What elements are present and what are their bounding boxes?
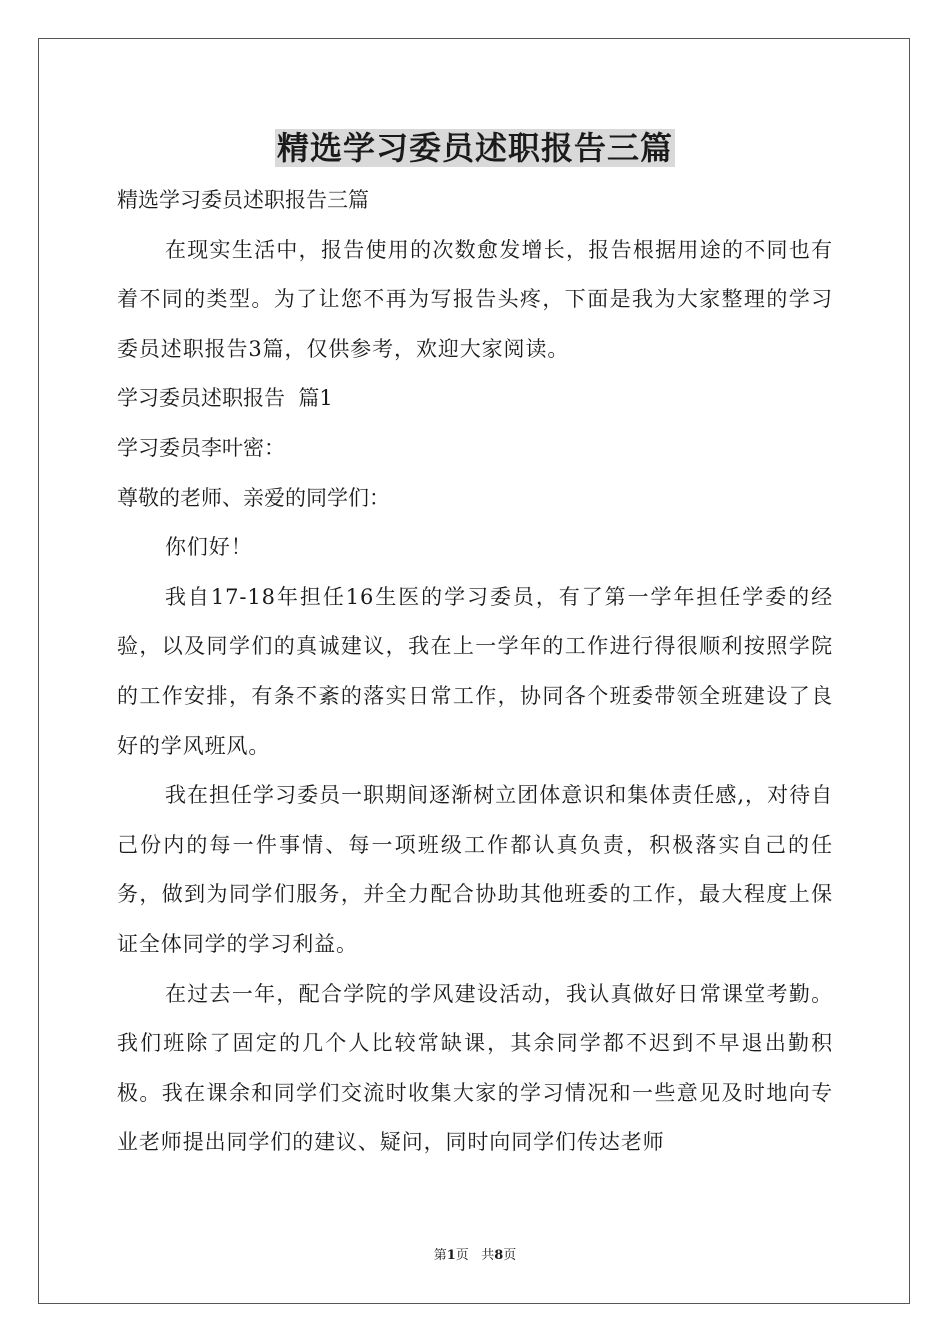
- page-suffix: 页: [455, 1248, 469, 1263]
- page-number: 1: [446, 1248, 456, 1263]
- document-title-text: 精选学习委员述职报告三篇: [276, 129, 673, 167]
- body-paragraph: 我自17-18年担任16生医的学习委员，有了第一学年担任学委的经验，以及同学们的真诚建议，我在上一学年的工作进行得很顺利按照学院的工作安排，有条不紊的落实日常工作，协同各个班委带领全班建设了良好的学风班风。: [117, 584, 833, 758]
- total-prefix: 共: [481, 1248, 495, 1263]
- document-body: [117, 176, 833, 1168]
- total-pages: 8: [494, 1248, 504, 1263]
- body-paragraph: 我在担任学习委员一职期间逐渐树立团体意识和集体责任感,，对待自己份内的每一件事情、每一项班级工作都认真负责，积极落实自己的任务，做到为同学们服务，并全力配合协助其他班委的工作，最大程度上保证全体同学的学习利益。: [117, 783, 833, 956]
- body-paragraph: 在过去一年，配合学院的学风建设活动，我认真做好日常课堂考勤。我们班除了固定的几个人比较常缺课，其余同学都不迟到不早退出勤积极。我在课余和同学们交流时收集大家的学习情况和一些意见及时地向专业老师提出同学们的建议、疑问，同时向同学们传达老师: [117, 981, 833, 1155]
- document-title: [0, 126, 950, 170]
- page-footer: [0, 1246, 950, 1266]
- intro-paragraph: 在现实生活中，报告使用的次数愈发增长，报告根据用途的不同也有着不同的类型。为了让您不再为写报告头疼，下面是我为大家整理的学习委员述职报告3篇，仅供参考，欢迎大家阅读。: [117, 237, 833, 361]
- greeting: 你们好！: [165, 535, 253, 560]
- total-suffix: 页: [503, 1248, 517, 1263]
- page-prefix: 第: [433, 1248, 447, 1263]
- document-subtitle: 精选学习委员述职报告三篇: [117, 188, 369, 212]
- author-line: 学习委员李叶密：: [117, 435, 285, 460]
- salutation: 尊敬的老师、亲爱的同学们：: [117, 485, 390, 510]
- section-heading: 学习委员述职报告 篇1: [117, 386, 333, 411]
